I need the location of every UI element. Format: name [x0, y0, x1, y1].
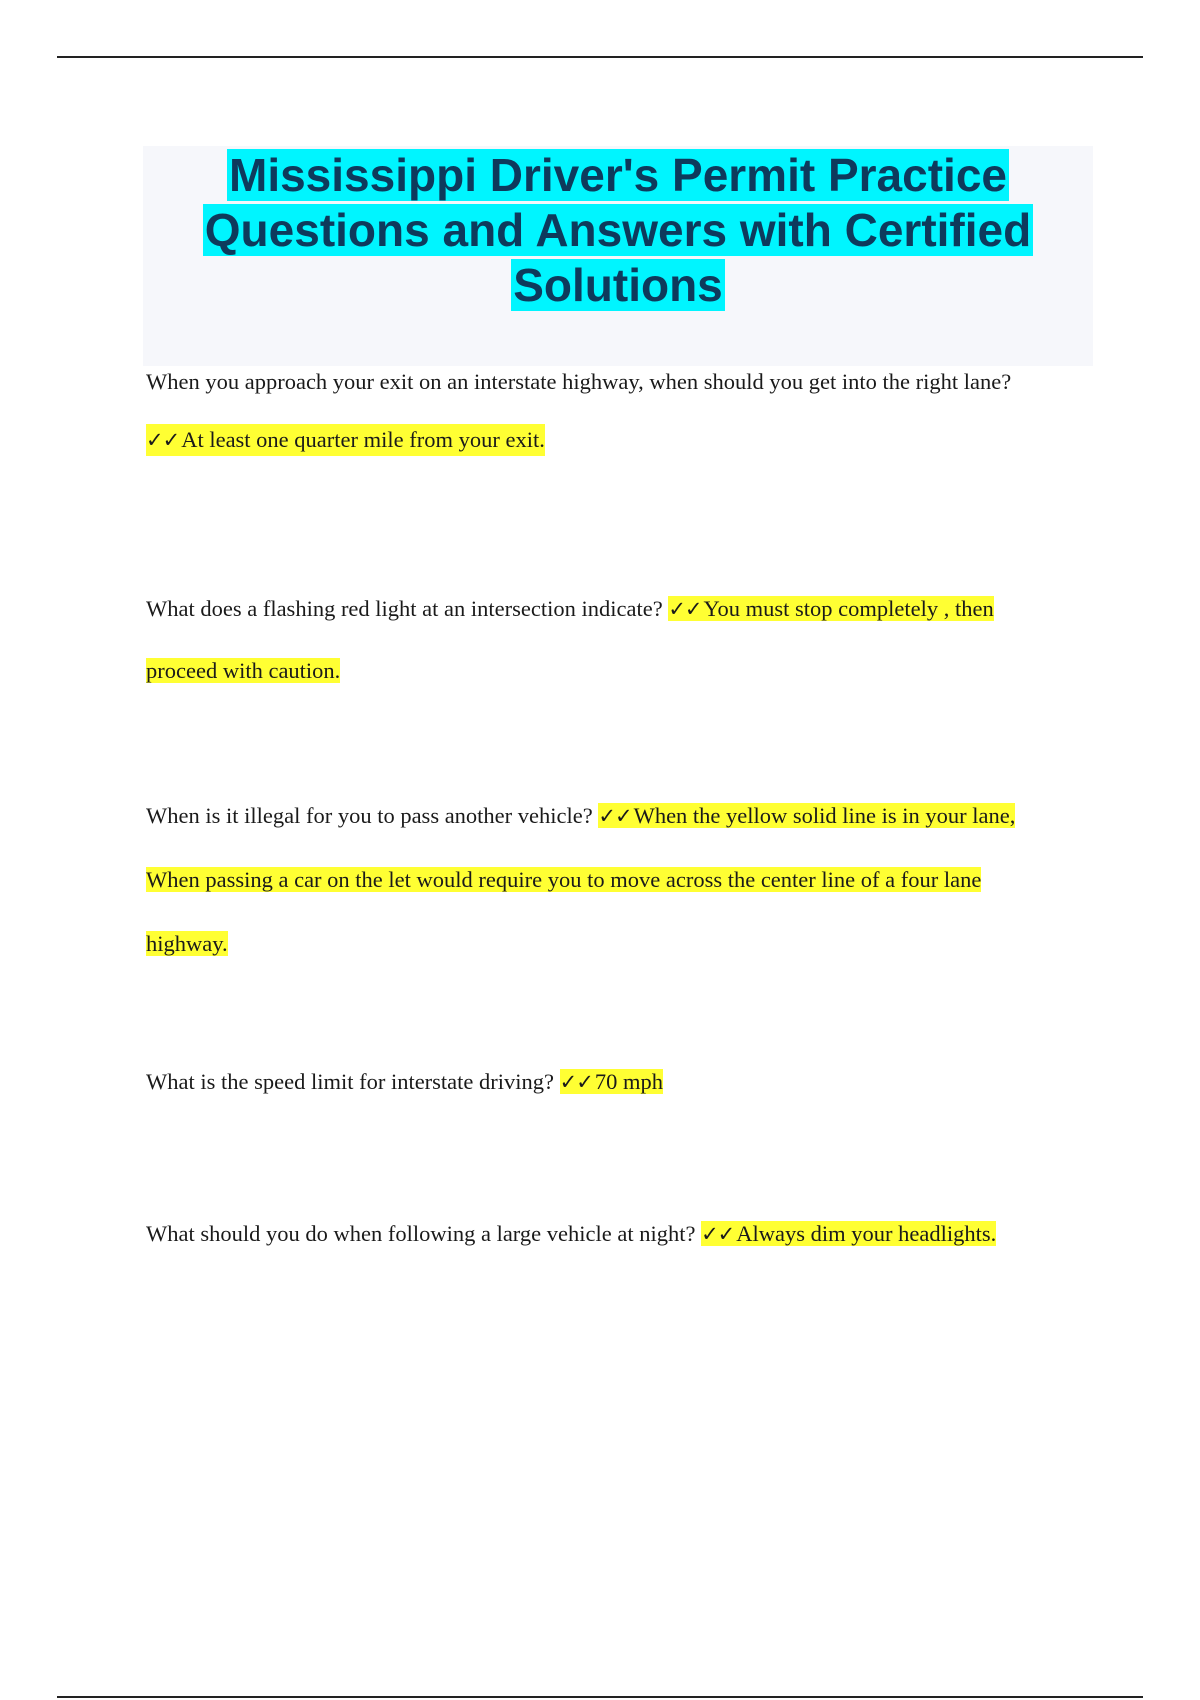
bottom-rule — [57, 1696, 1143, 1698]
answer-label: You must stop completely , then — [703, 596, 994, 621]
qa-item-1 — [146, 366, 1096, 456]
double-check-icon: ✓✓ — [668, 597, 702, 621]
answer-label: 70 mph — [594, 1069, 663, 1094]
answer-text — [560, 1069, 663, 1094]
qa-item-2 — [146, 578, 1096, 701]
top-rule — [57, 56, 1143, 58]
answer-text — [668, 596, 993, 621]
answer-text-continued-2: highway. — [146, 931, 228, 956]
double-check-icon: ✓✓ — [146, 428, 180, 452]
double-check-icon: ✓✓ — [701, 1222, 735, 1246]
answer-text — [701, 1221, 996, 1246]
answer-label: Always dim your headlights. — [736, 1221, 997, 1246]
answer-label: When the yellow solid line is in your lane, — [633, 803, 1016, 828]
title-line-1: Mississippi Driver's Permit Practice — [229, 149, 1007, 201]
double-check-icon: ✓✓ — [559, 1070, 593, 1094]
answer-text — [146, 424, 545, 456]
question-text: What is the speed limit for interstate driving? — [146, 1069, 555, 1094]
question-text: When is it illegal for you to pass another vehicle? — [146, 803, 593, 828]
title-banner — [143, 146, 1093, 366]
question-text: What should you do when following a large vehicle at night? — [146, 1221, 696, 1246]
title-line-3: Solutions — [513, 259, 723, 311]
question-text: What does a flashing red light at an intersection indicate? — [146, 596, 663, 621]
title-line-2: Questions and Answers with Certified — [204, 204, 1032, 256]
qa-item-4 — [146, 1066, 1096, 1098]
question-text: When you approach your exit on an interstate highway, when should you get into the right lane? — [146, 369, 1012, 394]
document-title — [143, 146, 1093, 313]
qa-item-3 — [146, 784, 1096, 976]
double-check-icon: ✓✓ — [598, 804, 632, 828]
answer-text-continued: proceed with caution. — [146, 658, 341, 683]
answer-text-continued: When passing a car on the let would require you to move across the center line of a four lane — [146, 867, 982, 892]
qa-item-5 — [146, 1218, 1096, 1250]
answer-text — [598, 803, 1015, 828]
answer-label: At least one quarter mile from your exit. — [181, 427, 545, 452]
